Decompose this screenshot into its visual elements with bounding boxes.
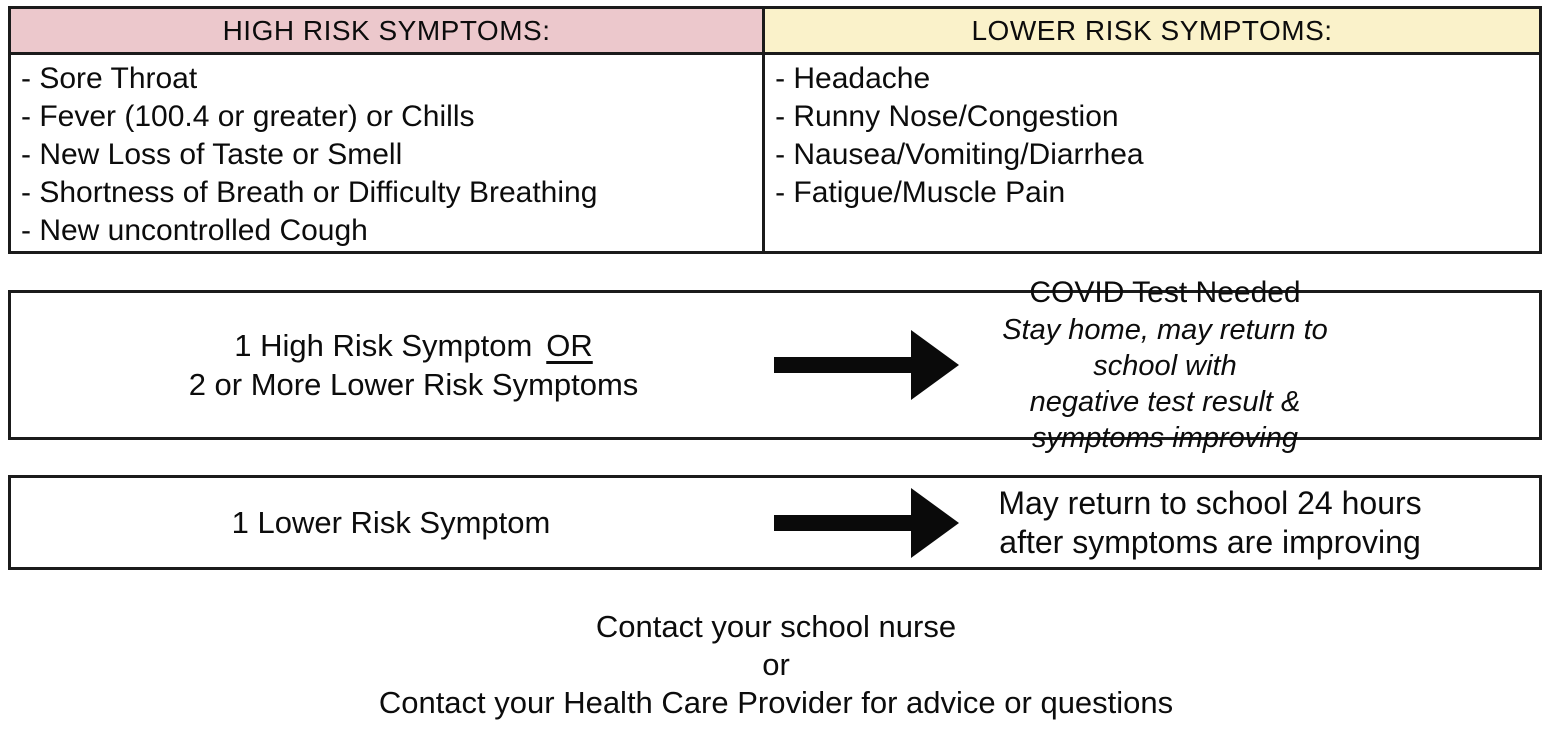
lower-risk-header: LOWER RISK SYMPTOMS:: [765, 9, 1539, 55]
symptom-item: - Shortness of Breath or Difficulty Breathing: [21, 176, 598, 209]
symptom-item: - Runny Nose/Congestion: [775, 100, 1119, 133]
symptom-item: - Fatigue/Muscle Pain: [775, 176, 1066, 209]
rule-box-return-24h: [8, 475, 1542, 570]
rule1-outcome-title: COVID Test Needed: [1029, 276, 1301, 309]
symptom-item: - Fever (100.4 or greater) or Chills: [21, 100, 475, 133]
contact-instructions: [0, 608, 1552, 722]
arrow-right-icon: [774, 487, 959, 559]
rule1-condition-line1: [56, 326, 771, 365]
high-risk-header: HIGH RISK SYMPTOMS:: [11, 9, 762, 55]
symptom-item: - Sore Throat: [21, 62, 198, 95]
rule2-outcome: [961, 484, 1539, 562]
lower-risk-column: [765, 9, 1539, 251]
rule1-arrow: [771, 329, 961, 401]
rule1-condition: [11, 326, 771, 404]
high-risk-column: [11, 9, 765, 251]
rule2-condition: 1 Lower Risk Symptom: [231, 505, 551, 540]
symptom-item: - New uncontrolled Cough: [21, 214, 368, 247]
contact-line-nurse: Contact your school nurse: [595, 609, 957, 644]
rule2-outcome-line1: May return to school 24 hours: [998, 484, 1422, 521]
rule1-condition-line2: 2 or More Lower Risk Symptoms: [188, 367, 639, 402]
rule1-outcome-note-line2: negative test result & symptoms improving: [1029, 386, 1301, 454]
rule2-arrow: [771, 487, 961, 559]
lower-risk-symptom-list: [765, 55, 1539, 251]
contact-line-or: or: [762, 647, 790, 682]
symptom-table: [8, 6, 1542, 254]
rule1-outcome-note-line1: Stay home, may return to school with: [1002, 314, 1328, 382]
contact-line-provider: Contact your Health Care Provider for advice or questions: [378, 685, 1174, 720]
rule1-outcome: [961, 274, 1539, 456]
rule1-condition-text: 1 High Risk Symptom: [234, 328, 533, 363]
symptom-item: - New Loss of Taste or Smell: [21, 138, 403, 171]
symptom-item: - Nausea/Vomiting/Diarrhea: [775, 138, 1144, 171]
or-label: OR: [546, 328, 593, 363]
rule2-outcome-line2: after symptoms are improving: [999, 523, 1421, 560]
rule-box-covid-test: [8, 276, 1542, 454]
high-risk-symptom-list: [11, 55, 762, 251]
arrow-right-icon: [774, 329, 959, 401]
symptom-item: - Headache: [775, 62, 931, 95]
